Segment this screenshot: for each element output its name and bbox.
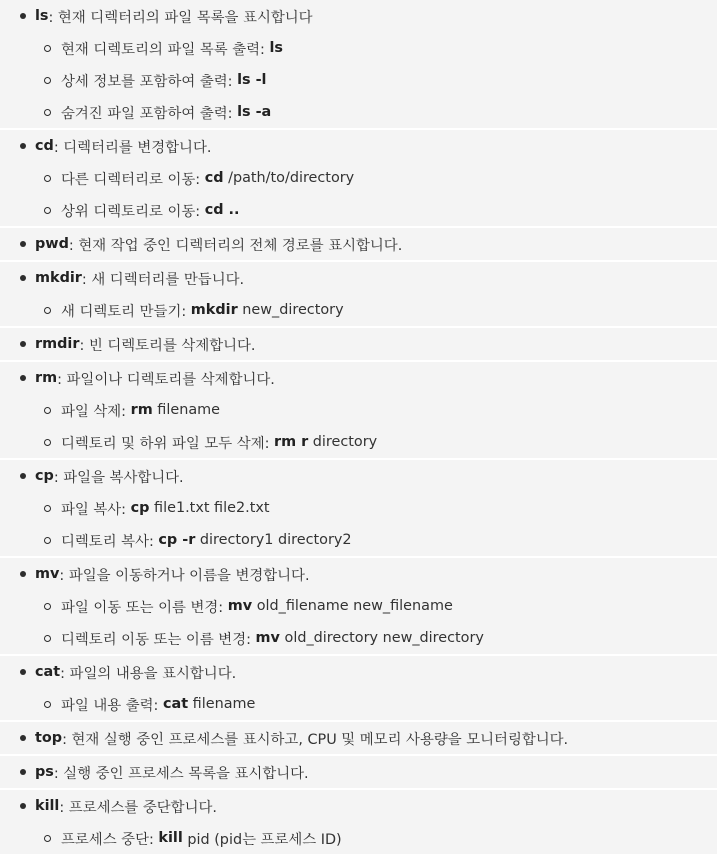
example-arguments: old_filename new_filename xyxy=(252,598,453,614)
example-arguments: filename xyxy=(152,402,221,418)
list-item xyxy=(0,756,717,788)
command-description: : 현재 실행 중인 프로세스를 표시하고, CPU 및 메모리 사용량을 모니터링합니다. xyxy=(62,731,569,748)
example-command: cp xyxy=(130,500,150,516)
command-description: : 프로세스를 중단합니다. xyxy=(59,799,217,816)
sub-list-item xyxy=(0,394,717,426)
bullet-icon xyxy=(20,13,26,19)
sub-list-item xyxy=(0,688,717,720)
list-item xyxy=(0,558,717,590)
command-description: : 현재 작업 중인 디렉터리의 전체 경로를 표시합니다. xyxy=(68,237,403,254)
list-item xyxy=(0,328,717,360)
sub-list-item xyxy=(0,96,717,128)
sub-list-item xyxy=(0,162,717,194)
bullet-icon xyxy=(20,241,26,247)
bullet-icon xyxy=(20,375,26,381)
hollow-bullet-icon xyxy=(44,439,51,446)
sub-list-item xyxy=(0,822,717,854)
example-description: 디렉토리 및 하위 파일 모두 삭제: xyxy=(61,435,275,452)
sub-list-item xyxy=(0,294,717,326)
example-description: 숨겨진 파일 포함하여 출력: xyxy=(61,105,238,122)
hollow-bullet-icon xyxy=(44,307,51,314)
example-description: 상세 정보를 포함하여 출력: xyxy=(61,73,238,90)
command-item-cd xyxy=(0,130,717,228)
list-item xyxy=(0,362,717,394)
sub-list-item xyxy=(0,492,717,524)
example-description: 현재 디렉토리의 파일 목록 출력: xyxy=(61,41,270,58)
command-description: : 디렉터리를 변경합니다. xyxy=(53,139,212,156)
command-name: mkdir xyxy=(35,270,82,286)
list-item xyxy=(0,228,717,260)
list-item xyxy=(0,790,717,822)
hollow-bullet-icon xyxy=(44,109,51,116)
example-command: rm xyxy=(130,402,153,418)
command-item-rm xyxy=(0,362,717,460)
example-command: kill xyxy=(158,830,183,846)
command-item-kill xyxy=(0,790,717,856)
sub-list-item xyxy=(0,590,717,622)
bullet-icon xyxy=(20,735,26,741)
command-name: cd xyxy=(35,138,54,154)
command-name: pwd xyxy=(35,236,69,252)
example-command: ls -a xyxy=(237,104,272,120)
command-item-rmdir xyxy=(0,328,717,362)
example-command: mv xyxy=(227,598,253,614)
sub-list-item xyxy=(0,426,717,458)
command-item-cp xyxy=(0,460,717,558)
example-arguments: new_directory xyxy=(237,302,344,318)
example-arguments: directory1 directory2 xyxy=(195,532,352,548)
list-item xyxy=(0,130,717,162)
command-item-top xyxy=(0,722,717,756)
list-item xyxy=(0,460,717,492)
command-name: ls xyxy=(35,8,49,24)
list-item xyxy=(0,722,717,754)
example-description: 새 디렉토리 만들기: xyxy=(61,303,191,320)
sub-list-item xyxy=(0,524,717,556)
bullet-icon xyxy=(20,769,26,775)
example-description: 디렉토리 복사: xyxy=(61,533,159,550)
bullet-icon xyxy=(20,143,26,149)
command-description: : 빈 디렉토리를 삭제합니다. xyxy=(79,337,256,354)
bullet-icon xyxy=(20,473,26,479)
example-description: 파일 내용 출력: xyxy=(61,697,163,714)
bullet-icon xyxy=(20,341,26,347)
command-description: : 실행 중인 프로세스 목록을 표시합니다. xyxy=(53,765,309,782)
command-name: rmdir xyxy=(35,336,80,352)
example-description: 상위 디렉토리로 이동: xyxy=(61,203,205,220)
sub-list-item xyxy=(0,64,717,96)
bullet-icon xyxy=(20,803,26,809)
example-command: cd xyxy=(204,170,224,186)
example-arguments: file1.txt file2.txt xyxy=(149,500,270,516)
example-description: 파일 복사: xyxy=(61,501,131,518)
command-description: : 현재 디렉터리의 파일 목록을 표시합니다 xyxy=(48,9,313,26)
example-description: 디렉토리 이동 또는 이름 변경: xyxy=(61,631,256,648)
command-description: : 새 디렉터리를 만듭니다. xyxy=(81,271,245,288)
example-arguments: filename xyxy=(188,696,256,712)
bullet-icon xyxy=(20,669,26,675)
hollow-bullet-icon xyxy=(44,505,51,512)
example-command: cat xyxy=(162,696,189,712)
hollow-bullet-icon xyxy=(44,603,51,610)
list-item xyxy=(0,0,717,32)
example-arguments: /path/to/directory xyxy=(223,170,355,186)
command-name: mv xyxy=(35,566,60,582)
bullet-icon xyxy=(20,571,26,577)
sub-list-item xyxy=(0,32,717,64)
hollow-bullet-icon xyxy=(44,537,51,544)
example-description: 파일 이동 또는 이름 변경: xyxy=(61,599,228,616)
sub-list-item xyxy=(0,622,717,654)
example-command: cp -r xyxy=(158,532,196,548)
example-command: cd .. xyxy=(204,202,240,218)
command-name: rm xyxy=(35,370,58,386)
list-item xyxy=(0,656,717,688)
example-command: mkdir xyxy=(190,302,238,318)
example-description: 프로세스 중단: xyxy=(61,831,159,848)
command-item-mv xyxy=(0,558,717,656)
example-description: 파일 삭제: xyxy=(61,403,131,420)
command-name: cat xyxy=(35,664,61,680)
command-name: ps xyxy=(35,764,54,780)
command-description: : 파일이나 디렉토리를 삭제합니다. xyxy=(57,371,275,388)
command-description: : 파일을 이동하거나 이름을 변경합니다. xyxy=(59,567,310,584)
command-name: top xyxy=(35,730,63,746)
hollow-bullet-icon xyxy=(44,635,51,642)
example-command: mv xyxy=(255,630,280,646)
command-item-ps xyxy=(0,756,717,790)
example-arguments: pid (pid는 프로세스 ID) xyxy=(182,831,342,848)
hollow-bullet-icon xyxy=(44,835,51,842)
list-item xyxy=(0,262,717,294)
command-description: : 파일을 복사합니다. xyxy=(53,469,184,486)
hollow-bullet-icon xyxy=(44,45,51,52)
command-item-ls xyxy=(0,0,717,130)
example-command: ls -l xyxy=(237,72,267,88)
example-command: ls xyxy=(269,40,283,56)
hollow-bullet-icon xyxy=(44,175,51,182)
bullet-icon xyxy=(20,275,26,281)
example-description: 다른 디렉터리로 이동: xyxy=(61,171,205,188)
example-arguments: old_directory new_directory xyxy=(279,630,484,646)
command-item-pwd xyxy=(0,228,717,262)
hollow-bullet-icon xyxy=(44,701,51,708)
command-item-mkdir xyxy=(0,262,717,328)
sub-list-item xyxy=(0,194,717,226)
hollow-bullet-icon xyxy=(44,77,51,84)
hollow-bullet-icon xyxy=(44,207,51,214)
command-item-cat xyxy=(0,656,717,722)
command-description: : 파일의 내용을 표시합니다. xyxy=(60,665,237,682)
command-name: kill xyxy=(35,798,60,814)
example-command: rm r xyxy=(274,434,309,450)
command-name: cp xyxy=(35,468,54,484)
hollow-bullet-icon xyxy=(44,407,51,414)
example-arguments: directory xyxy=(308,434,378,450)
